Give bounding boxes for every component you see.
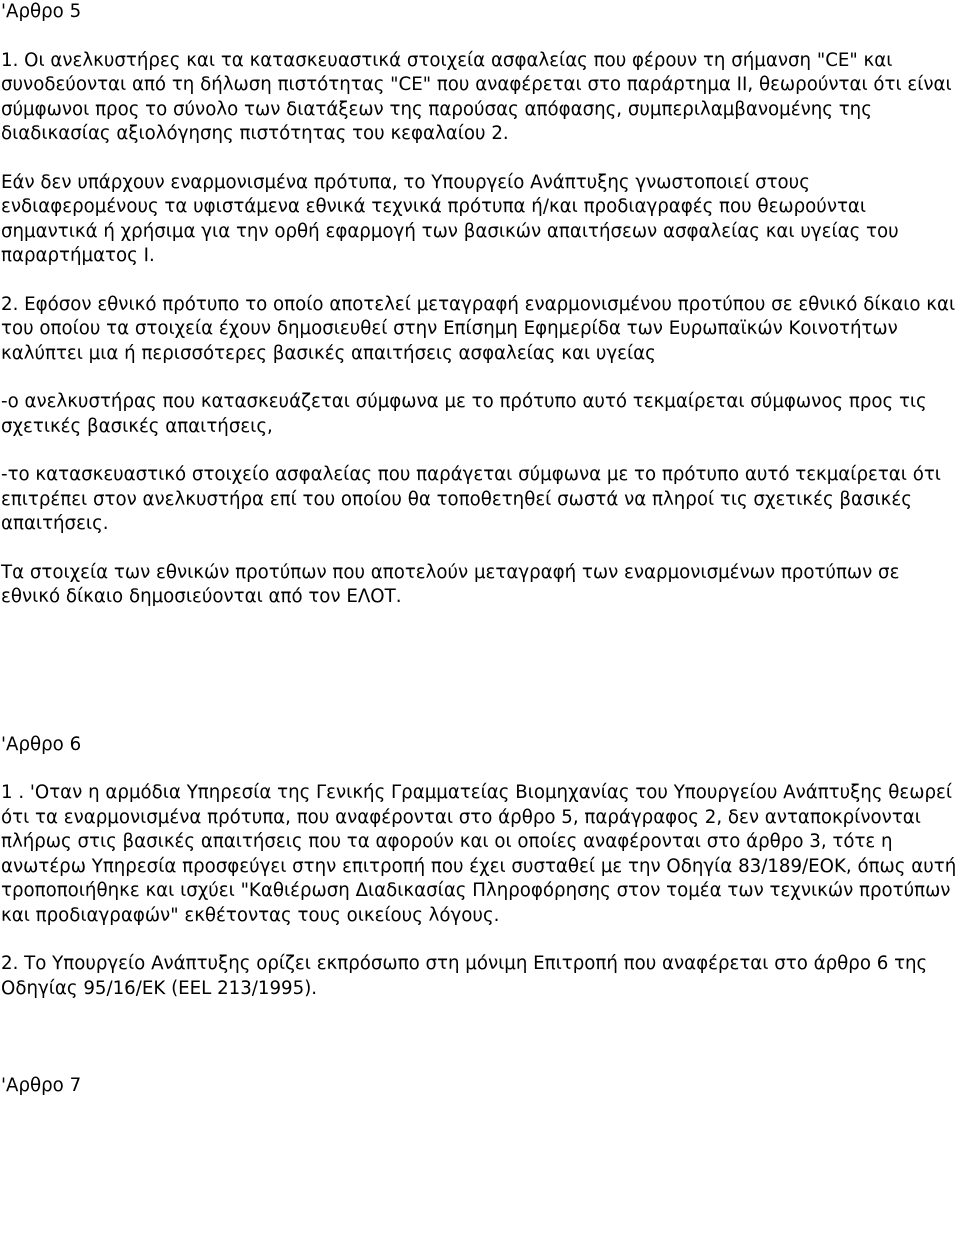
article-6-paragraph-2: 2. Το Υπουργείο Ανάπτυξης ορίζει εκπρόσωπο στη μόνιμη Επιτροπή που αναφέρεται στο άρθρο 6 της Οδηγίας 95/16/ΕΚ (ΕΕL 213/1995). [1,953,928,999]
article-5-paragraph-elot: Τα στοιχεία των εθνικών προτύπων που αποτελούν μεταγραφή των εναρμονισμένων προτύπων σε εθνικό δίκαιο δημοσιεύονται από τον ΕΛΟΤ. [1,561,900,607]
article-5-bullet-lift: -ο ανελκυστήρας που κατασκευάζεται σύμφωνα με το πρότυπο αυτό τεκμαίρεται σύμφωνος προς τις σχετικές βασικές απαιτήσεις, [1,391,927,437]
article-5-bullet-safety-component: -το κατασκευαστικό στοιχείο ασφαλείας που παράγεται σύμφωνα με το πρότυπο αυτό τεκμαίρεται ότι επιτρέπει στον ανελκυστήρα επί του οποίου θα τοποθετηθεί σωστά να πληροί τις σχετικές βασικές απαιτήσεις. [1,464,941,534]
article-5-paragraph-no-harmonised-standards: Εάν δεν υπάρχουν εναρμονισμένα πρότυπα, το Υπουργείο Ανάπτυξης γνωστοποιεί στους ενδιαφερομένους τα υφιστάμενα εθνικά τεχνικά πρότυπα ή/και προδιαγραφές που θεωρούνται σημαντικά ή χρήσιμα για την ορθή εφαρμογή των βασικών απαιτήσεων ασφαλείας και υγείας του παραρτήματος Ι. [1,171,899,266]
article-6-paragraph-1: 1 . 'Οταν η αρμόδια Υπηρεσία της Γενικής Γραμματείας Βιομηχανίας του Υπουργείου Ανάπτυξης θεωρεί ότι τα εναρμονισμένα πρότυπα, που αναφέρονται στο άρθρο 5, παράγραφος 2, δεν ανταποκρίνονται πλήρως στις βασικές απαιτήσεις που τα αφορούν και οι οποίες αναφέρονται στο άρθρο 3, τότε η ανωτέρω Υπηρεσία προσφεύγει στην επιτροπή που έχει συσταθεί με την Οδηγία 83/189/ΕΟΚ, όπως αυτή τροποποιήθηκε και ισχύει "Καθιέρωση Διαδικασίας Πληροφόρησης στον τομέα των τεχνικών προτύπων και προδιαγραφών" εκθέτοντας τους οικείους λόγους. [1,782,957,926]
article-5-heading: 'Αρθρο 5 [1,1,82,22]
document-body [1,0,957,1099]
article-5-paragraph-2: 2. Εφόσον εθνικό πρότυπο το οποίο αποτελεί μεταγραφή εναρμονισμένου προτύπου σε εθνικό δίκαιο και του οποίου τα στοιχεία έχουν δημοσιευθεί στην Επίσημη Εφημερίδα των Ευρωπαϊκών Κοινοτήτων καλύπτει μια ή περισσότερες βασικές απαιτήσεις ασφαλείας και υγείας [1,293,956,364]
article-7-heading: 'Αρθρο 7 [1,1075,82,1096]
article-6-heading: 'Αρθρο 6 [1,733,82,755]
article-5-paragraph-1: 1. Οι ανελκυστήρες και τα κατασκευαστικά στοιχεία ασφαλείας που φέρουν τη σήμανση "CE" και συνοδεύονται από τη δήλωση πιστότητας "CE" που αναφέρεται στο παράρτημα ΙΙ, θεωρούνται ότι είναι σύμφωνοι προς το σύνολο των διατάξεων της παρούσας απόφασης, συμπεριλαμβανομένης της διαδικασίας αξιολόγησης πιστότητας του κεφαλαίου 2. [1,49,952,144]
